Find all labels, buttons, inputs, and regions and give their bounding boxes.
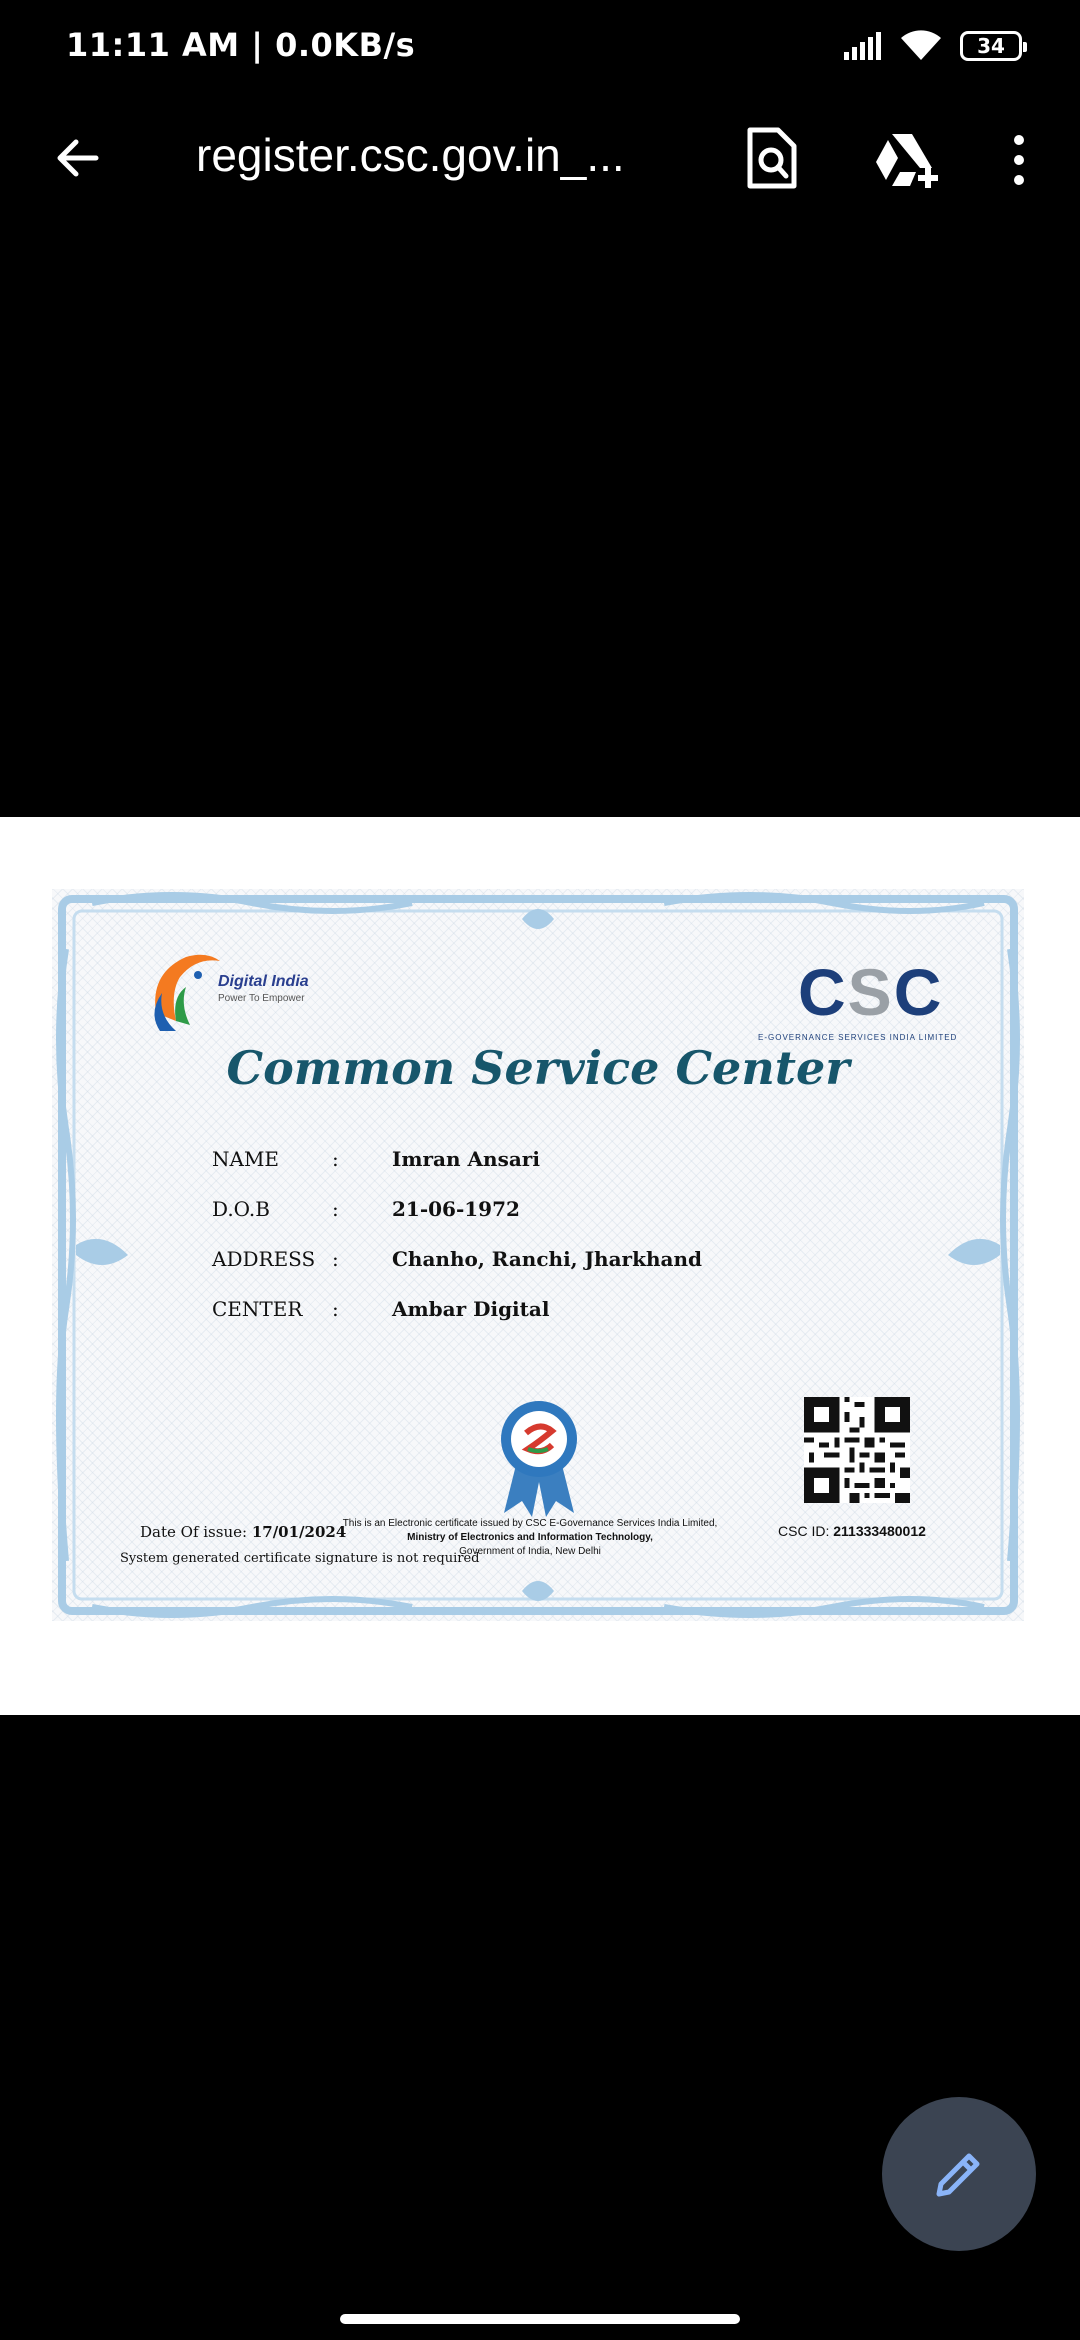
field-label: NAME bbox=[212, 1147, 280, 1171]
battery-level: 34 bbox=[977, 34, 1005, 58]
csc-logo-letter-c2: C bbox=[893, 955, 944, 1029]
csc-logo-letter-s: S bbox=[847, 955, 894, 1029]
award-ribbon-icon bbox=[496, 1397, 582, 1517]
digital-india-text: Digital India bbox=[218, 973, 309, 990]
field-name bbox=[212, 1147, 702, 1197]
field-value: Imran Ansari bbox=[392, 1147, 540, 1171]
search-in-document-icon[interactable] bbox=[742, 126, 802, 190]
document-title: register.csc.gov.in_... bbox=[196, 129, 625, 181]
csc-id-value: 211333480012 bbox=[833, 1523, 926, 1539]
issued-line: Government of India, New Delhi bbox=[459, 1546, 601, 1557]
field-value: 21-06-1972 bbox=[392, 1197, 520, 1221]
back-arrow-icon[interactable] bbox=[48, 128, 108, 188]
field-value: Chanho, Ranchi, Jharkhand bbox=[392, 1247, 702, 1271]
certificate-fields bbox=[212, 1147, 702, 1347]
certificate-title: Common Service Center bbox=[226, 1041, 850, 1095]
pencil-icon bbox=[929, 2144, 989, 2204]
date-of-issue bbox=[140, 1523, 346, 1541]
csc-id-label: CSC ID: bbox=[778, 1523, 830, 1539]
field-address bbox=[212, 1247, 702, 1297]
csc-logo bbox=[798, 955, 944, 1029]
csc-tagline: E-GOVERNANCE SERVICES INDIA LIMITED bbox=[758, 1033, 958, 1042]
date-value: 17/01/2024 bbox=[251, 1523, 347, 1541]
battery-icon bbox=[960, 31, 1022, 61]
field-colon: : bbox=[332, 1147, 339, 1171]
field-label: CENTER bbox=[212, 1297, 303, 1321]
certificate bbox=[52, 889, 1024, 1621]
issued-line: This is an Electronic certificate issued by CSC E-Governance Services India Limited, bbox=[342, 1518, 718, 1529]
edit-button[interactable] bbox=[882, 2097, 1036, 2251]
more-options-icon[interactable] bbox=[1004, 130, 1034, 190]
csc-id bbox=[778, 1523, 926, 1539]
status-time: 11:11 AM | 0.0KB/s bbox=[66, 26, 416, 64]
csc-logo-letter-c1: C bbox=[798, 955, 848, 1029]
home-indicator[interactable] bbox=[340, 2314, 740, 2324]
status-icons bbox=[842, 30, 1022, 62]
field-label: ADDRESS bbox=[212, 1247, 316, 1271]
field-dob bbox=[212, 1197, 702, 1247]
field-label: D.O.B bbox=[212, 1197, 270, 1221]
app-bar bbox=[0, 100, 1080, 220]
date-label: Date Of issue: bbox=[140, 1523, 248, 1541]
pdf-page bbox=[0, 817, 1080, 1715]
field-center bbox=[212, 1297, 702, 1347]
wifi-icon bbox=[900, 30, 942, 62]
signal-icon bbox=[842, 32, 882, 60]
qr-code bbox=[804, 1397, 910, 1503]
signature-note: System generated certificate signature is not required bbox=[120, 1551, 480, 1566]
status-bar bbox=[0, 0, 1080, 100]
issued-by-note bbox=[340, 1517, 720, 1559]
field-value: Ambar Digital bbox=[392, 1297, 550, 1321]
digital-india-tagline: Power To Empower bbox=[218, 993, 305, 1004]
save-to-drive-icon[interactable] bbox=[870, 130, 940, 190]
field-colon: : bbox=[332, 1247, 339, 1271]
field-colon: : bbox=[332, 1297, 339, 1321]
field-colon: : bbox=[332, 1197, 339, 1221]
issued-line: Ministry of Electronics and Information Technology, bbox=[407, 1532, 653, 1543]
